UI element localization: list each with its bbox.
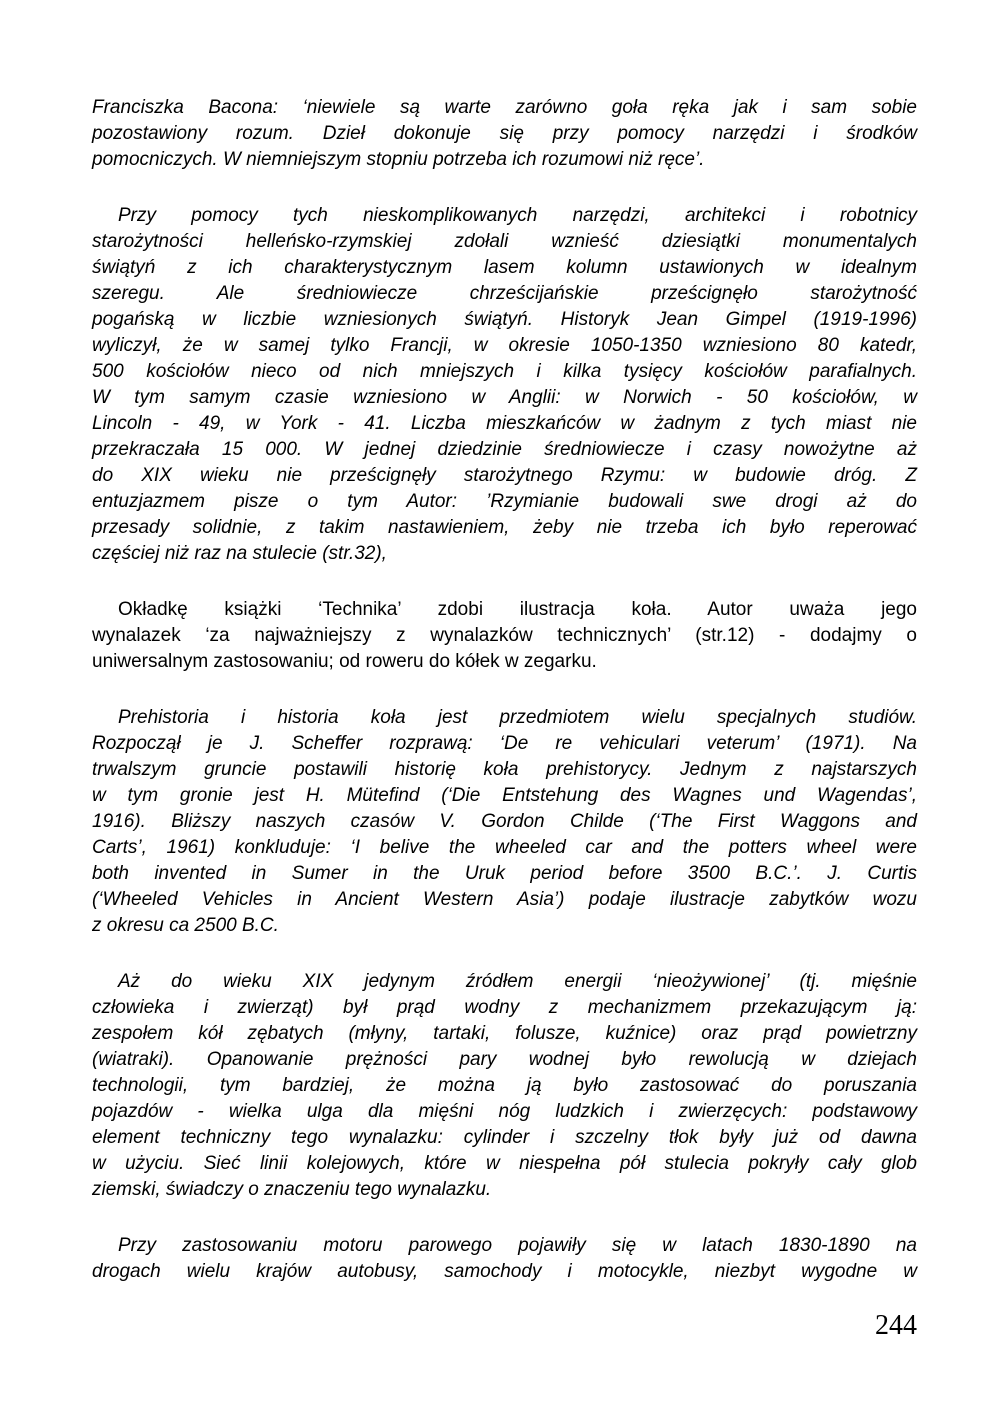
- text-line: zespołem kół zębatych (młyny, tartaki, folusze, kuźnice) oraz prąd powietrzny: [92, 1023, 917, 1044]
- text-line: wynalazek ‘za najważniejszy z wynalazków technicznych’ (str.12) - dodajmy o: [92, 625, 917, 646]
- text-line: Przy zastosowaniu motoru parowego pojawiły się w latach 1830-1890 na: [118, 1235, 917, 1256]
- text-line: pogańską w liczbie wzniesionych świątyń. Historyk Jean Gimpel (1919-1996): [92, 309, 917, 330]
- text-line: w użyciu. Sieć linii kolejowych, które w niespełna pół stulecia pokryły cały glob: [92, 1153, 917, 1174]
- text-line: ziemski, świadczy o znaczeniu tego wynalazku.: [92, 1179, 492, 1200]
- text-line: 500 kościołów nieco od nich mniejszych i kilka tysięcy kościołów parafialnych.: [92, 361, 917, 382]
- text-line: entuzjazmem pisze o tym Autor: ’Rzymianie budowali swe drogi aż do: [92, 491, 917, 512]
- text-line: Rozpoczął je J. Scheffer rozprawą: ‘De re vehiculari veterum’ (1971). Na: [92, 733, 917, 754]
- text-line: uniwersalnym zastosowaniu; od roweru do kółek w zegarku.: [92, 651, 597, 672]
- text-line: do XIX wieku nie prześcignęły starożytnego Rzymu: w budowie dróg. Z: [92, 465, 917, 486]
- text-block: [92, 95, 917, 1315]
- text-line: Franciszka Bacona: ‘niewiele są warte zarówno goła ręka jak i sam sobie: [92, 97, 917, 118]
- text-line: pozostawiony rozum. Dzieł dokonuje się przy pomocy narzędzi i środków: [92, 123, 917, 144]
- page-number: 244: [875, 1310, 917, 1341]
- text-line: Przy pomocy tych nieskomplikowanych narzędzi, architekci i robotnicy: [118, 205, 917, 226]
- text-line: drogach wielu krajów autobusy, samochody i motocykle, niezbyt wygodne w: [92, 1261, 917, 1282]
- paragraph: [92, 1233, 917, 1285]
- text-line: both invented in Sumer in the Uruk period before 3500 B.C.’. J. Curtis: [92, 863, 917, 884]
- paragraph: [92, 969, 917, 1203]
- text-line: trwalszym gruncie postawili historię koła prehistorycy. Jednym z najstarszych: [92, 759, 917, 780]
- text-line: (‘Wheeled Vehicles in Ancient Western Asia’) podaje ilustracje zabytków wozu: [92, 889, 917, 910]
- text-line: wyliczył, że w samej tylko Francji, w okresie 1050-1350 wzniesiono 80 katedr,: [92, 335, 917, 356]
- text-line: Carts’, 1961) konkluduje: ‘I belive the wheeled car and the potters wheel were: [92, 837, 917, 858]
- text-line: W tym samym czasie wzniesiono w Anglii: w Norwich - 50 kościołów, w: [92, 387, 917, 408]
- text-line: świątyń z ich charakterystycznym lasem kolumn ustawionych w idealnym: [92, 257, 917, 278]
- text-line: przesady solidnie, z takim nastawieniem, żeby nie trzeba ich było reperować: [92, 517, 917, 538]
- text-line: Okładkę książki ‘Technika’ zdobi ilustracja koła. Autor uważa jego: [118, 599, 917, 620]
- paragraph: [92, 705, 917, 939]
- text-line: w tym gronie jest H. Mütefind (‘Die Entstehung des Wagnes und Wagendas’,: [92, 785, 917, 806]
- text-line: pojazdów - wielka ulga dla mięśni nóg ludzkich i zwierzęcych: podstawowy: [92, 1101, 917, 1122]
- text-line: częściej niż raz na stulecie (str.32),: [92, 543, 387, 564]
- text-line: element techniczny tego wynalazku: cylinder i szczelny tłok były już od dawna: [92, 1127, 917, 1148]
- paragraph: [92, 203, 917, 567]
- text-line: (wiatraki). Opanowanie prężności pary wodnej było rewolucją w dziejach: [92, 1049, 917, 1070]
- text-line: przekraczała 15 000. W jednej dziedzinie średniowiecze i czasy nowożytne aż: [92, 439, 917, 460]
- text-line: z okresu ca 2500 B.C.: [92, 915, 279, 936]
- text-line: człowieka i zwierząt) był prąd wodny z mechanizmem przekazującym ją:: [92, 997, 917, 1018]
- text-line: szeregu. Ale średniowiecze chrześcijańskie prześcignęło starożytność: [92, 283, 917, 304]
- text-line: technologii, tym bardziej, że można ją było zastosować do poruszania: [92, 1075, 917, 1096]
- paragraph: [92, 597, 917, 675]
- text-line: 1916). Bliższy naszych czasów V. Gordon Childe (‘The First Waggons and: [92, 811, 917, 832]
- text-line: starożytności helleńsko-rzymskiej zdołali wznieść dziesiątki monumentalych: [92, 231, 917, 252]
- paragraph: [92, 95, 917, 173]
- text-line: Aż do wieku XIX jedynym źródłem energii ‘nieożywionej’ (tj. mięśnie: [118, 971, 917, 992]
- text-line: Prehistoria i historia koła jest przedmiotem wielu specjalnych studiów.: [118, 707, 917, 728]
- text-line: pomocniczych. W niemniejszym stopniu potrzeba ich rozumowi niż ręce’.: [92, 149, 705, 170]
- text-line: Lincoln - 49, w York - 41. Liczba mieszkańców w żadnym z tych miast nie: [92, 413, 917, 434]
